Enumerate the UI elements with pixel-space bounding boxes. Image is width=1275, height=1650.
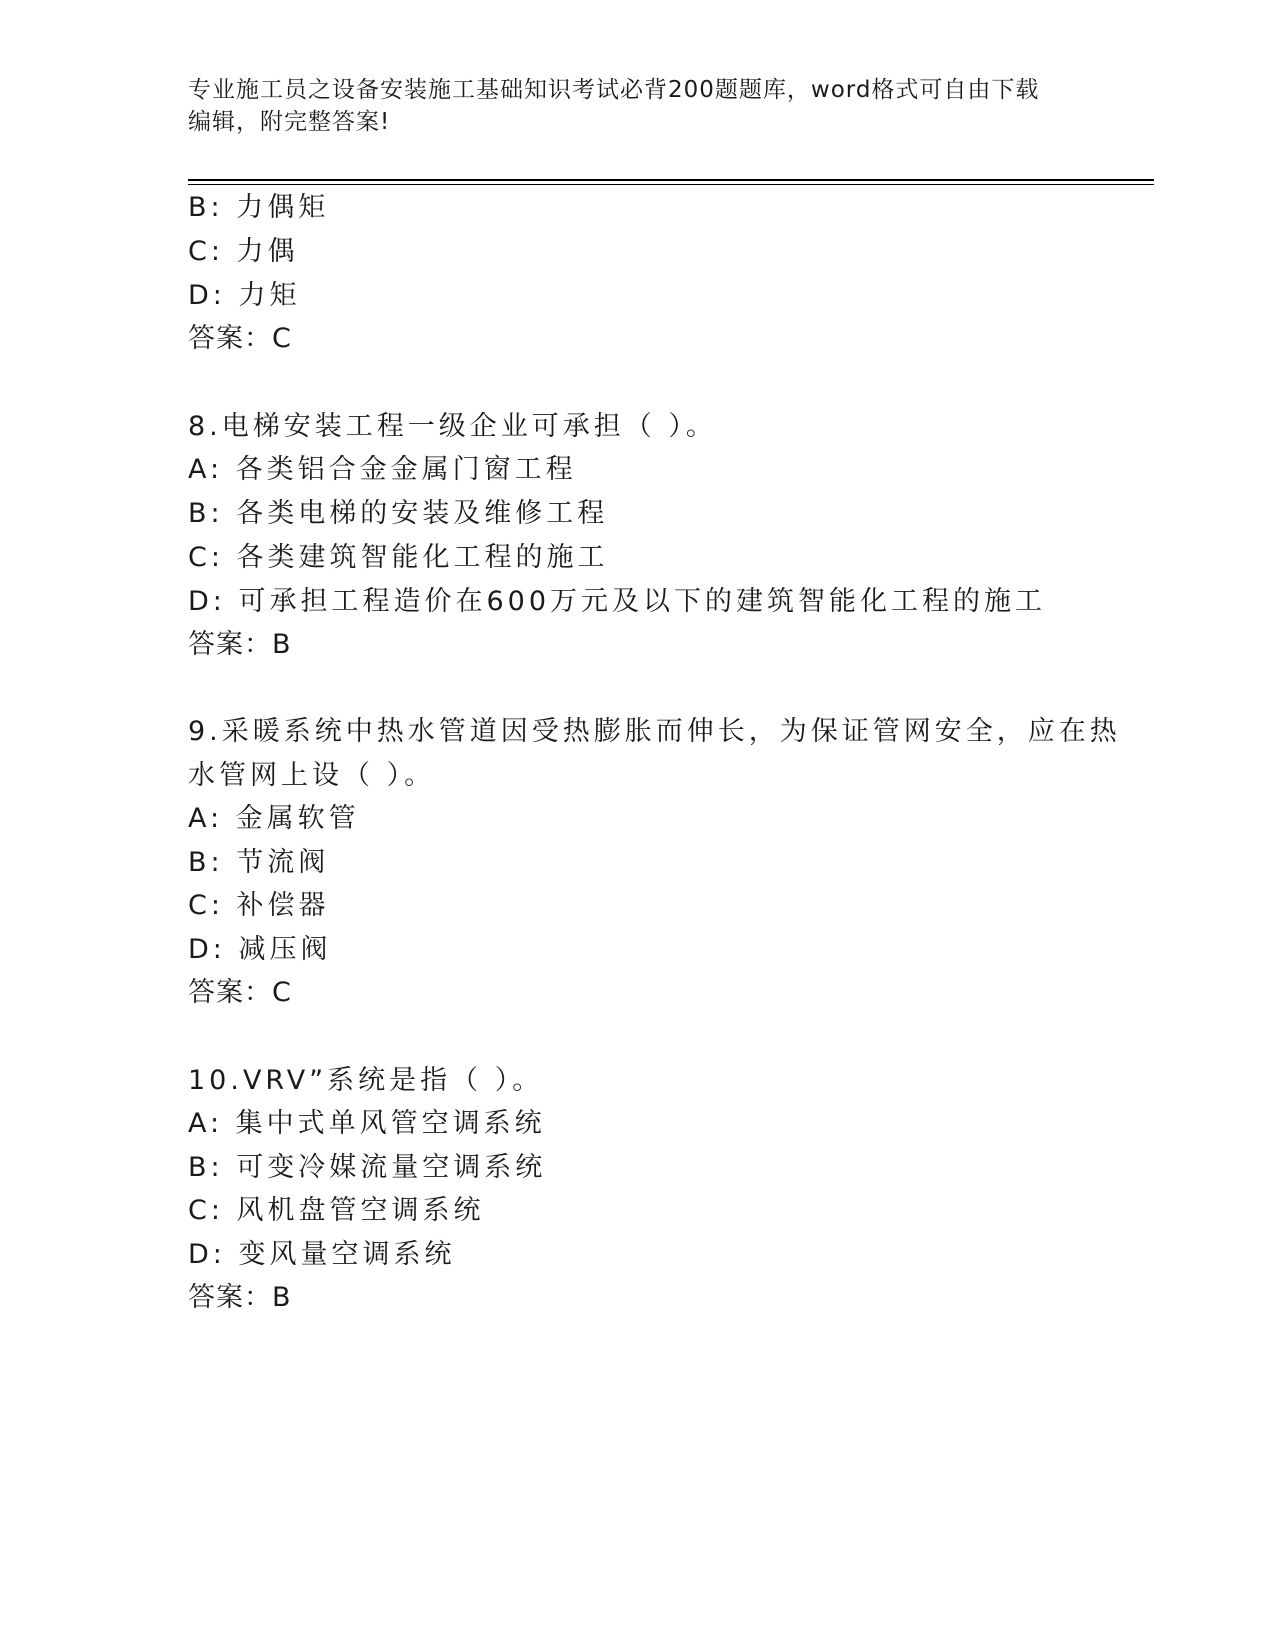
q7-option-b: B: 力偶矩 <box>188 192 330 223</box>
q7-option-d: D: 力矩 <box>188 280 301 311</box>
q9-question-line-1: 9.采暖系统中热水管道因受热膨胀而伸长，为保证管网安全，应在热 <box>188 716 1121 747</box>
q8-answer: 答案：B <box>188 629 292 660</box>
q10-question: 10.VRV”系统是指（ ）。 <box>188 1065 544 1096</box>
q9-option-c: C: 补偿器 <box>188 890 330 921</box>
q7-option-c: C: 力偶 <box>188 236 299 267</box>
q9-option-a: A: 金属软管 <box>188 803 360 834</box>
header-line-2: 编辑，附完整答案! <box>188 109 391 135</box>
header-line-1: 专业施工员之设备安装施工基础知识考试必背200题题库，word格式可自由下载 <box>188 77 1040 103</box>
q10-option-d: D: 变风量空调系统 <box>188 1239 456 1270</box>
q9-answer: 答案：C <box>188 977 292 1008</box>
q8-question: 8.电梯安装工程一级企业可承担（ ）。 <box>188 411 717 442</box>
q9-option-d: D: 减压阀 <box>188 934 332 965</box>
q10-option-b: B: 可变冷媒流量空调系统 <box>188 1152 547 1183</box>
header-rule-thin <box>188 184 1154 185</box>
q7-answer: 答案：C <box>188 323 292 354</box>
q8-option-c: C: 各类建筑智能化工程的施工 <box>188 542 609 573</box>
q8-option-a: A: 各类铝合金金属门窗工程 <box>188 454 577 485</box>
q8-option-d: D: 可承担工程造价在600万元及以下的建筑智能化工程的施工 <box>188 586 1047 617</box>
q10-answer: 答案：B <box>188 1282 292 1313</box>
q9-option-b: B: 节流阀 <box>188 847 330 878</box>
header-rule-thick <box>188 179 1154 181</box>
q9-question-line-2: 水管网上设（ ）。 <box>188 760 436 791</box>
document-header <box>188 74 1088 138</box>
q8-option-b: B: 各类电梯的安装及维修工程 <box>188 498 609 529</box>
q10-option-c: C: 风机盘管空调系统 <box>188 1195 485 1226</box>
q10-option-a: A: 集中式单风管空调系统 <box>188 1108 546 1139</box>
